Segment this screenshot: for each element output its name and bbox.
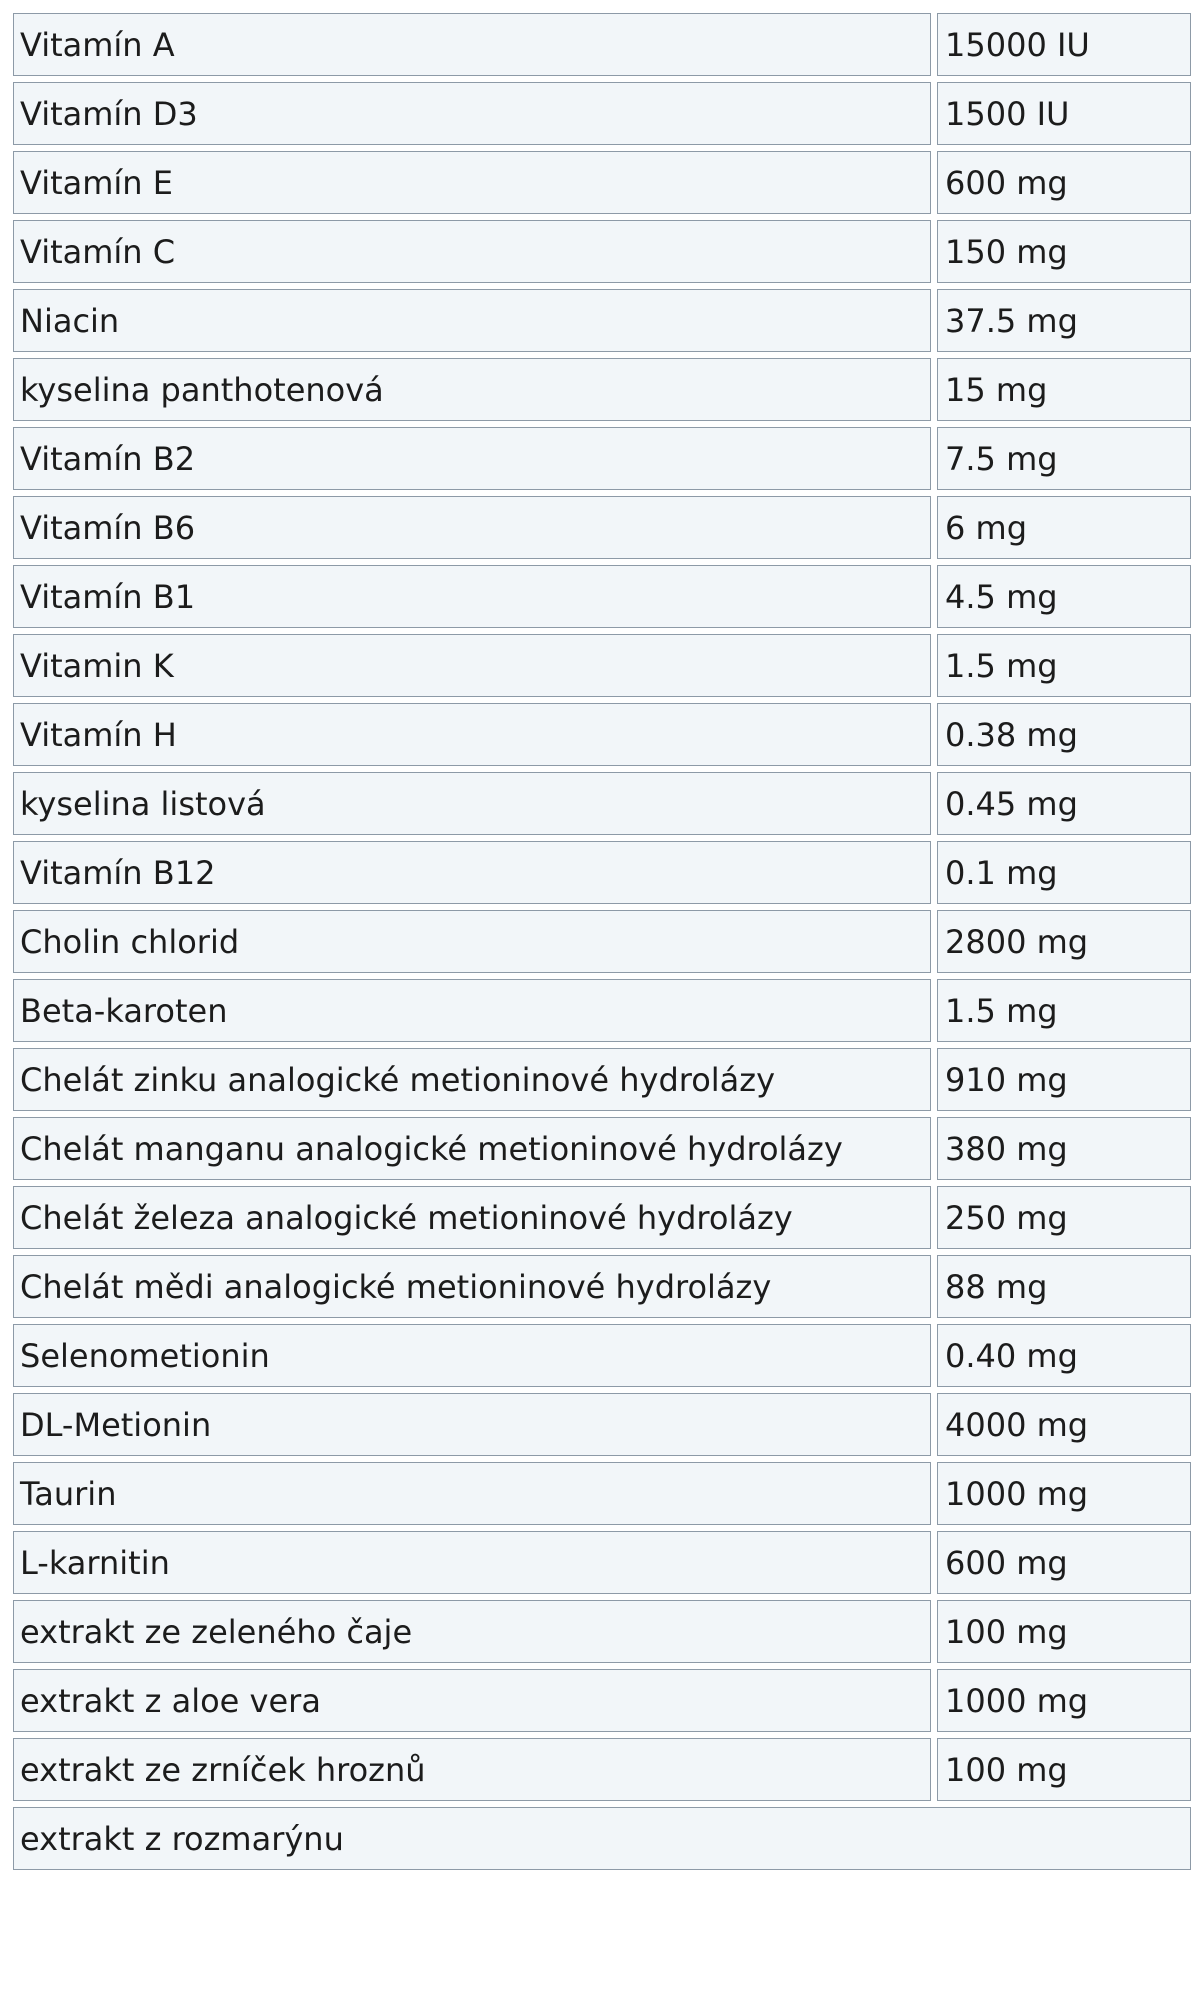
- nutrient-name: Vitamín A: [13, 13, 931, 76]
- nutrient-amount: 1.5 mg: [937, 634, 1191, 697]
- nutrient-name: Chelát mědi analogické metioninové hydrolázy: [13, 1255, 931, 1318]
- nutrient-name: Chelát železa analogické metioninové hydrolázy: [13, 1186, 931, 1249]
- table-row-rosemary: [13, 1807, 1191, 1870]
- nutrient-name: Vitamín B12: [13, 841, 931, 904]
- nutrient-amount: 4000 mg: [937, 1393, 1191, 1456]
- nutrient-amount: 15 mg: [937, 358, 1191, 421]
- nutrient-amount: 88 mg: [937, 1255, 1191, 1318]
- table-row: [13, 82, 1191, 145]
- nutrient-name: Vitamín B6: [13, 496, 931, 559]
- table-row: [13, 289, 1191, 352]
- table-row: [13, 1738, 1191, 1801]
- table-row: [13, 634, 1191, 697]
- table-row: [13, 1117, 1191, 1180]
- nutrient-amount: 600 mg: [937, 151, 1191, 214]
- table-row: [13, 496, 1191, 559]
- table-row: [13, 427, 1191, 490]
- table-row: [13, 703, 1191, 766]
- nutrient-amount: 0.1 mg: [937, 841, 1191, 904]
- table-row: [13, 1531, 1191, 1594]
- nutrient-amount: 2800 mg: [937, 910, 1191, 973]
- nutrient-amount: 1000 mg: [937, 1669, 1191, 1732]
- nutrient-name: DL-Metionin: [13, 1393, 931, 1456]
- table-row: [13, 1393, 1191, 1456]
- nutrient-amount: 910 mg: [937, 1048, 1191, 1111]
- nutrition-table-body: [13, 13, 1191, 1870]
- nutrient-name: Cholin chlorid: [13, 910, 931, 973]
- nutrient-amount: 380 mg: [937, 1117, 1191, 1180]
- nutrient-name: Niacin: [13, 289, 931, 352]
- nutrient-amount: 15000 IU: [937, 13, 1191, 76]
- nutrient-name: Vitamín B1: [13, 565, 931, 628]
- nutrient-amount: 1.5 mg: [937, 979, 1191, 1042]
- nutrient-amount: 6 mg: [937, 496, 1191, 559]
- table-row: [13, 1186, 1191, 1249]
- table-row: [13, 1462, 1191, 1525]
- nutrient-name: L-karnitin: [13, 1531, 931, 1594]
- nutrient-amount: 600 mg: [937, 1531, 1191, 1594]
- nutrient-name: Chelát zinku analogické metioninové hydrolázy: [13, 1048, 931, 1111]
- nutrient-name: Taurin: [13, 1462, 931, 1525]
- nutrient-amount: 0.45 mg: [937, 772, 1191, 835]
- table-row: [13, 979, 1191, 1042]
- table-row: [13, 151, 1191, 214]
- table-row: [13, 220, 1191, 283]
- nutrient-name: Beta-karoten: [13, 979, 931, 1042]
- nutrient-name: Vitamin K: [13, 634, 931, 697]
- nutrient-name: Chelát manganu analogické metioninové hydrolázy: [13, 1117, 931, 1180]
- nutrient-name: kyselina panthotenová: [13, 358, 931, 421]
- nutrient-name: Vitamín B2: [13, 427, 931, 490]
- nutrient-name: Vitamín E: [13, 151, 931, 214]
- table-row: [13, 1600, 1191, 1663]
- nutrient-name: Selenometionin: [13, 1324, 931, 1387]
- nutrient-amount: 100 mg: [937, 1738, 1191, 1801]
- nutrient-name: extrakt z rozmarýnu: [13, 1807, 1191, 1870]
- nutrient-amount: 100 mg: [937, 1600, 1191, 1663]
- nutrient-name: Vitamín H: [13, 703, 931, 766]
- nutrient-name: Vitamín D3: [13, 82, 931, 145]
- table-row: [13, 1669, 1191, 1732]
- nutrient-amount: 7.5 mg: [937, 427, 1191, 490]
- table-row: [13, 1255, 1191, 1318]
- nutrient-amount: 1000 mg: [937, 1462, 1191, 1525]
- table-row: [13, 910, 1191, 973]
- nutrition-table: [7, 7, 1197, 1876]
- table-row: [13, 1048, 1191, 1111]
- nutrient-amount: 0.40 mg: [937, 1324, 1191, 1387]
- table-row: [13, 13, 1191, 76]
- nutrient-name: extrakt ze zrníček hroznů: [13, 1738, 931, 1801]
- nutrient-amount: 37.5 mg: [937, 289, 1191, 352]
- nutrient-name: extrakt ze zeleného čaje: [13, 1600, 931, 1663]
- table-row: [13, 841, 1191, 904]
- nutrient-amount: 4.5 mg: [937, 565, 1191, 628]
- nutrient-name: extrakt z aloe vera: [13, 1669, 931, 1732]
- nutrient-name: Vitamín C: [13, 220, 931, 283]
- nutrient-amount: 150 mg: [937, 220, 1191, 283]
- table-row: [13, 772, 1191, 835]
- nutrient-amount: 0.38 mg: [937, 703, 1191, 766]
- table-row: [13, 1324, 1191, 1387]
- nutrient-amount: 1500 IU: [937, 82, 1191, 145]
- table-row: [13, 565, 1191, 628]
- table-row: [13, 358, 1191, 421]
- nutrient-name: kyselina listová: [13, 772, 931, 835]
- nutrient-amount: 250 mg: [937, 1186, 1191, 1249]
